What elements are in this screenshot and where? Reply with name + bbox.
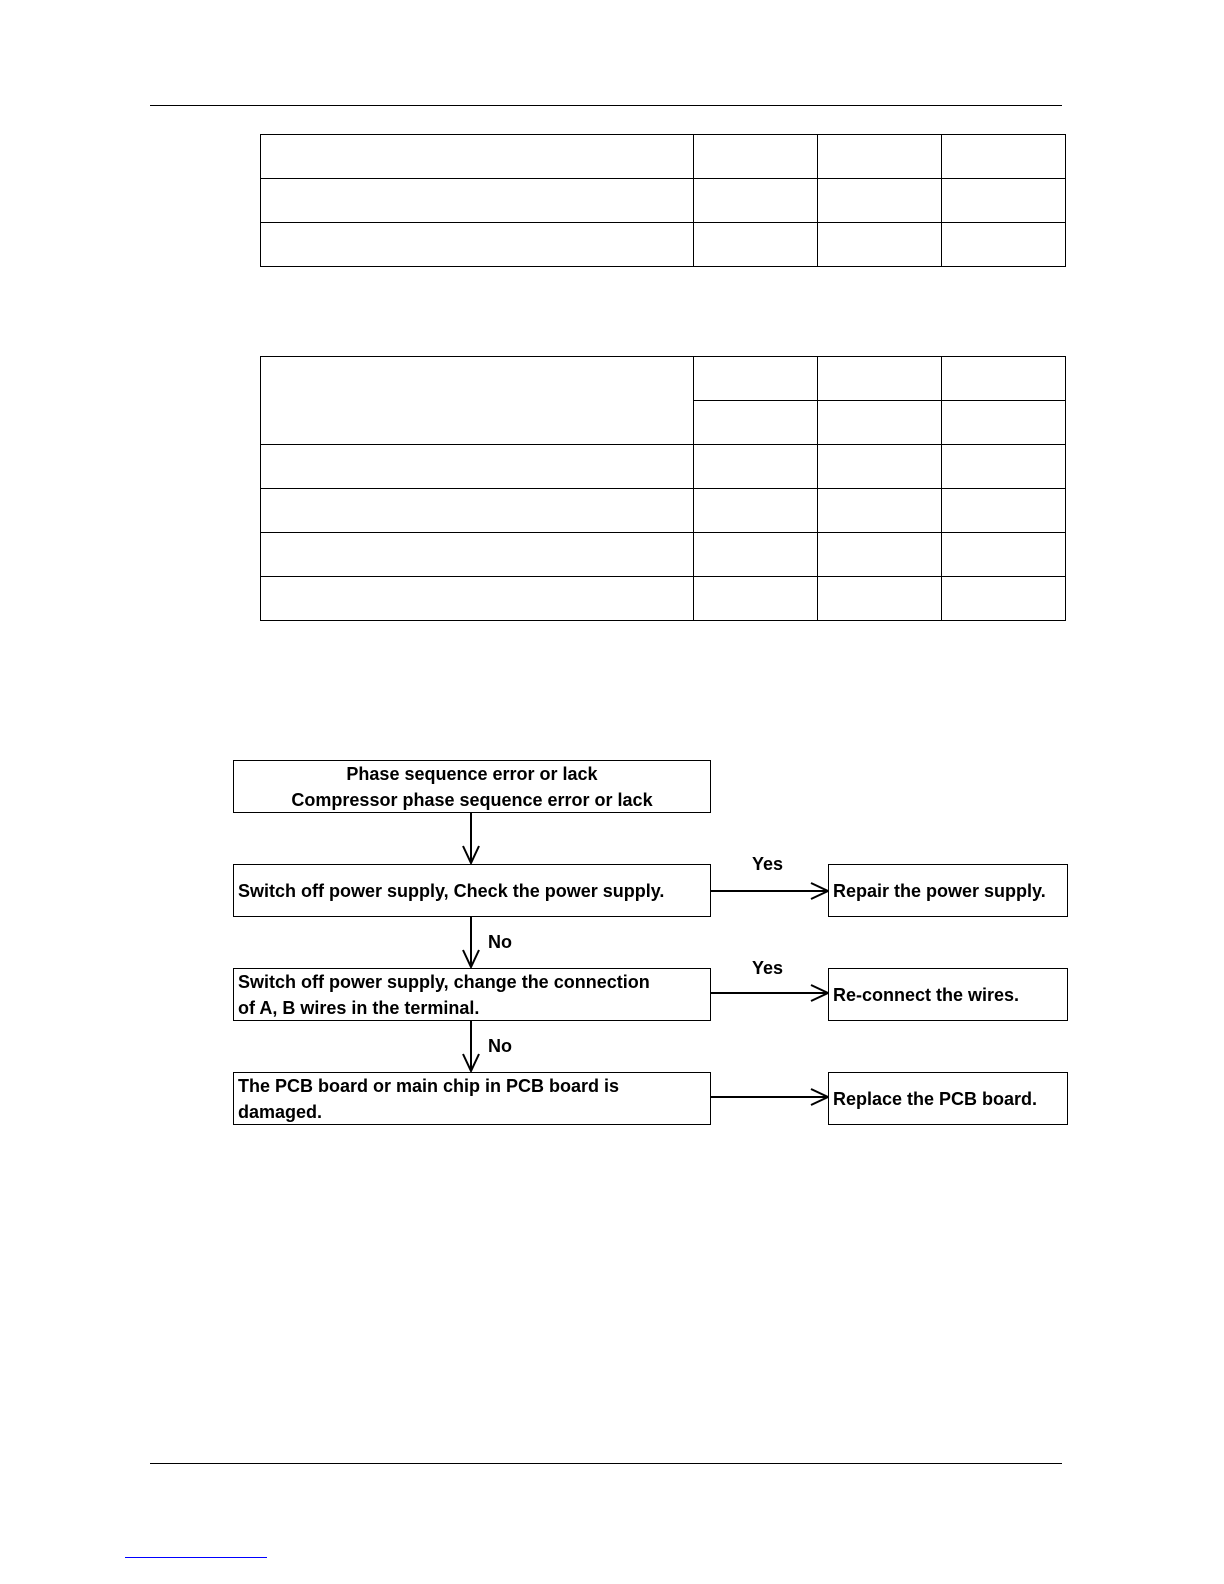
replace-pcb-text: Replace the PCB board. [833,1088,1038,1109]
footer-rule [150,1463,1062,1464]
check-power-text: Switch off power supply, Check the power supply. [238,880,665,901]
no-label: No [488,932,512,952]
start-line-1: Phase sequence error or lack [346,763,598,784]
start-line-2: Compressor phase sequence error or lack [291,789,653,810]
no-label: No [488,1036,512,1056]
start-box [233,760,711,813]
replace-pcb-box [828,1072,1068,1125]
change-connection-line-1: Switch off power supply, change the connection [238,971,650,992]
change-connection-line-2: of A, B wires in the terminal. [238,997,480,1018]
pcb-damaged-box [233,1072,711,1125]
yes-label: Yes [752,854,784,874]
yes-label: Yes [752,958,784,978]
repair-power-box [828,864,1068,917]
pcb-damaged-line-1: The PCB board or main chip in PCB board is [238,1075,620,1096]
check-power-box [233,864,711,917]
repair-power-text: Repair the power supply. [833,880,1046,901]
footer-link-underline[interactable] [125,1557,267,1558]
reconnect-box [828,968,1068,1021]
change-connection-box [233,968,711,1021]
reconnect-text: Re-connect the wires. [833,984,1020,1005]
pcb-damaged-line-2: damaged. [238,1101,323,1122]
